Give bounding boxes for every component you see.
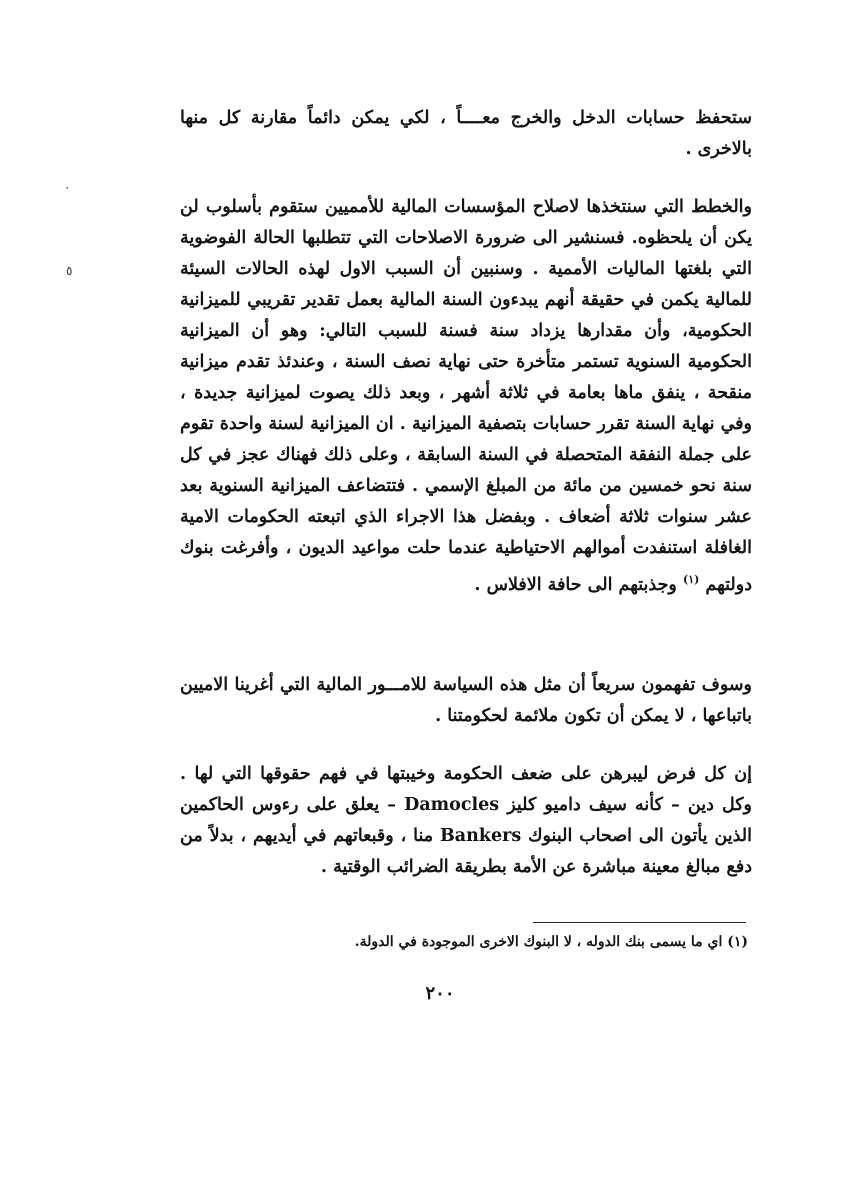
- paragraph-3: [180, 670, 752, 732]
- footnote-text: اي ما يسمى بنك الدوله ، لا البنوك الاخرى الموجودة في الدولة.: [354, 934, 723, 950]
- footnote-divider: [533, 922, 746, 923]
- page-number: ٢٠٠: [425, 983, 455, 1004]
- paragraph-text: وسوف تفهمون سريعاً أن مثل هذه السياسة للامـــور المالية التي أغرينا الاميين باتباعها ، لا يمكن أن تكون ملائمة لحكومتنا .: [180, 675, 752, 726]
- paragraph-text-tail: وجذبتهم الى حافة الافلاس .: [474, 574, 677, 595]
- margin-mark: ٠: [64, 180, 71, 194]
- paragraph-text-main: والخطط التي سنتخذها لاصلاح المؤسسات المالية للأمميين ستقوم بأسلوب لن يكن أن يلحظوه. فسنشير الى ضرورة الاصلاحات التي تتطلبها الحالة الفوضوية التي بلغتها الماليات الأممية . وسنبين أن السبب الاول لهذه الحالات السيئة للمالية يكمن في حقيقة أنهم يبدءون السنة المالية بعمل تقدير تقريبي للميزانية الحكومية، وأن مقدارها يزداد سنة فسنة للسبب التالي: وهو أن الميزانية الحكومية السنوية تستمر متأخرة حتى نهاية نصف السنة ، وعندئذ تقدم ميزانية منقحة ، ينفق ماها بعامة في ثلاثة أشهر ، وبعد ذلك يصوت لميزانية جديدة ، وفي نهاية السنة تقرر حسابات بتصفية الميزانية . ان الميزانية لسنة واحدة تقوم على جملة النفقة المتحصلة في السنة السابقة ، وعلى ذلك فهناك عجز في كل سنة نحو خمسين من مائة من المبلغ الإسمي . فتتضاعف الميزانية السنوية بعد عشر سنوات ثلاثة أضعاف . وبفضل هذا الاجراء الذي اتبعته الحكومات الامية الغافلة استنفدت أموالهم الاحتياطية عندما حلت مواعيد الديون ، وأفرغت بنوك دولتهم: [180, 197, 752, 595]
- footnote: [270, 930, 748, 954]
- paragraph-1: [180, 103, 752, 165]
- footnote-marker: (١): [727, 934, 748, 950]
- paragraph-2: [180, 192, 752, 601]
- paragraph-4: [180, 759, 752, 883]
- paragraph-text: إن كل فرض ليبرهن على ضعف الحكومة وخيبتها في فهم حقوقها التي لها . وكل دين – كأنه سيف داميو كليز Damocles – يعلق على رءوس الحاكمين الذين يأتون الى اصحاب البنوك Bankers منا ، وقبعاتهم في أيديهم ، بدلاً من دفع مبالغ معينة مباشرة عن الأمة بطريقة الضرائب الوقتية .: [180, 764, 752, 877]
- footnote-reference: (١): [682, 573, 700, 586]
- margin-mark: ٥: [66, 264, 73, 278]
- paragraph-text: ستحفظ حسابات الدخل والخرج معــــاً ، لكي يمكن دائماً مقارنة كل منها بالاخرى .: [180, 108, 752, 159]
- paragraph-text: [180, 192, 752, 601]
